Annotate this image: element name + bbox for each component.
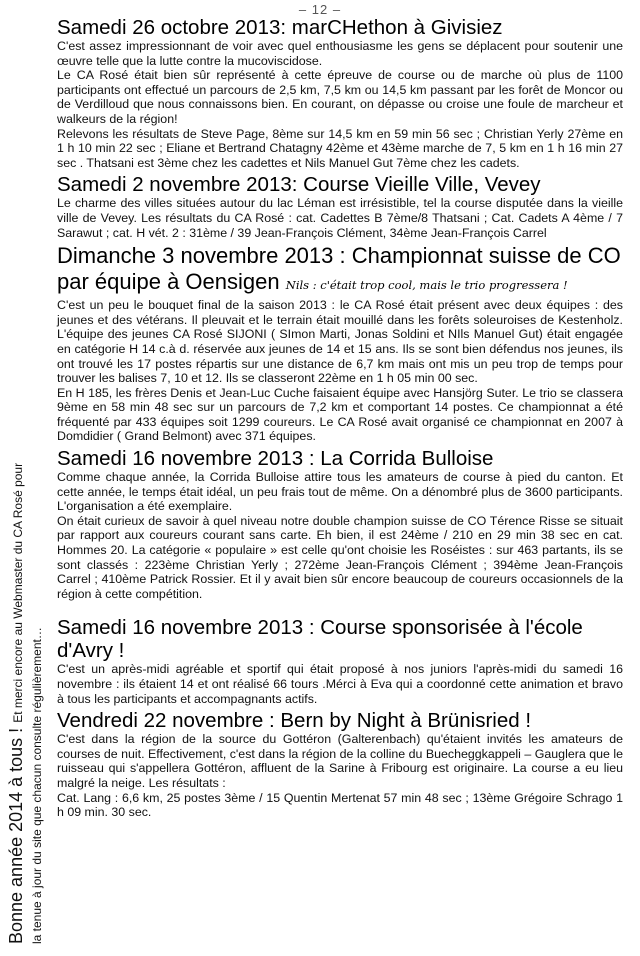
section-avry: [57, 616, 623, 706]
section-paragraph: Comme chaque année, la Corrida Bulloise attire tous les amateurs de course à pied du canton. Et cette année, le temps était idéal, un peu frais tout de même. On a dénombré plus de 3600 participants. L'organisation a été exemplaire.: [57, 470, 623, 514]
section-title: Samedi 2 novembre 2013: Course Vieille Ville, Vevey: [57, 173, 541, 197]
section-paragraph: Relevons les résultats de Steve Page, 8ème sur 14,5 km en 59 min 56 sec ; Christian Yerly 27ème en 1 h 10 min 22 sec ; Eliane et Bertrand Chatagny 42ème et 43ème marche de 7, 5 km en 1 h 16 min 27 sec . Thatsani est 3ème chez les cadettes et Nils Manuel Gut 7ème chez les cadets.: [57, 126, 623, 170]
section-title: Samedi 26 octobre 2013: marCHethon à Givisiez: [57, 16, 503, 39]
section-corrida-bulloise: [57, 447, 623, 601]
sidebar-headline: Bonne année 2014 à tous ! Et merci encore au Webmaster du CA Rosé pour: [6, 462, 26, 944]
section-paragraph: En H 185, les frères Denis et Jean-Luc Cuche faisaient équipe avec Hansjörg Suter. Le trio se classera 9ème en 58 min 48 sec sur un parcours de 7,2 km et comportant 14 postes. Ce championnat a été fréquenté par 433 équipes soit 1299 coureurs. Le CA Rosé avait organisé ce championnat en 2007 à Domdidier ( Grand Belmont) avec 371 équipes.: [57, 385, 623, 444]
section-title: Samedi 16 novembre 2013 : Course sponsorisée à l'école d'Avry !: [57, 616, 583, 663]
section-paragraph: C'est dans la région de la source du Gottéron (Galterenbach) qu'étaient invités les amateurs de courses de nuit. Effectivement, c'est dans la région de la colline du Buecheggkappeli – Gauglera que le ruisseau qui s'appellera Gottéron, affluent de la Sarine à Fribourg est originaire. La course a eu lieu malgré la neige. Les résultats :: [57, 732, 623, 790]
sidebar-greeting: [6, 44, 46, 944]
section-marchethon: [57, 16, 623, 170]
section-title: Samedi 16 novembre 2013 : La Corrida Bulloise: [57, 447, 494, 471]
section-championnat-co: [57, 243, 623, 444]
section-vevey: [57, 173, 623, 240]
section-title: Dimanche 3 novembre 2013 : Championnat suisse de CO par équipe à Oensigen Nils : c'était trop cool, mais le trio progressera !: [57, 243, 621, 295]
section-paragraph: Le charme des villes situées autour du lac Léman est irrésistible, tel la course disputée dans la vieille ville de Vevey. Les résultats du CA Rosé : cat. Cadettes B 7ème/8 Thatsani ; Cat. Cadets A 4ème / 7 Sarawut ; cat. H vét. 2 : 31ème / 39 Jean-François Clément, 34ème Jean-François Carrel: [57, 196, 623, 240]
section-paragraph: Le CA Rosé était bien sûr représenté à cette épreuve de course ou de marche où plus de 1100 participants ont effectué un parcours de 2,5 km, 7,5 km ou 14,5 km passant par les forêt de Moncor ou de Verdilloud que nous connaissons bien. En courant, on dépasse ou croise une foule de marcheur et walkeurs de la région!: [57, 68, 623, 126]
section-paragraph: C'est assez impressionnant de voir avec quel enthousiasme les gens se déplacent pour soutenir une œuvre telle que la lutte contre la mucoviscidose.: [57, 39, 623, 68]
page-number: – 12 –: [298, 2, 342, 17]
section-paragraph: C'est un après-midi agréable et sportif qui était proposé à nos juniors l'après-midi du samedi 16 novembre : ils étaient 14 et ont réalisé 66 tours .Mérci à Eva qui a coordonné cette animation et bravo à tous les participants et accompagnants actifs.: [57, 662, 623, 706]
section-paragraph: Cat. Lang : 6,6 km, 25 postes 3ème / 15 Quentin Mertenat 57 min 48 sec ; 13ème Grégoire Schrago 1 h 09 min. 30 sec.: [57, 790, 623, 820]
newsletter-body: [57, 16, 623, 823]
section-paragraph: On était curieux de savoir à quel niveau notre double champion suisse de CO Térence Risse se situait par rapport aux coureurs courant sans carte. Eh bien, il est 24ème / 210 en 29 min 38 sec en cat. Hommes 20. La catégorie « populaire » est celle qu'ont choisie les Roséistes : sur 463 partants, ils se sont classés : 223ème Christian Yerly ; 272ème Jean-François Clément ; 394ème Jean-François Carrel ; 410ème Patrick Rossier. Et il y avait bien sûr encore beaucoup de coureurs occasionnels de la région à cette compétition.: [57, 513, 623, 601]
section-bern-by-night: [57, 709, 623, 820]
section-title: Vendredi 22 novembre : Bern by Night à Brünisried !: [57, 709, 532, 733]
section-paragraph: C'est un peu le bouquet final de la saison 2013 : le CA Rosé était présent avec deux équipes : des jeunes et des vétérans. Il pleuvait et le terrain était mouillé dans les forêts soleuroises de Kestenholz. L'équipe des jeunes CA Rosé SIJONI ( SImon Marti, Jonas Soldini et NIls Manuel Gut) était engagée en catégorie H 14 c.à d. réservée aux jeunes de 14 et 15 ans. Ils se sont bien défendus nos jeunes, ils ont trouvé les 17 postes répartis sur une distance de 6,7 km mais ont mis un peu trop de temps pour trouver les balises 7, 10 et 12. Ils se classeront 22ème en 1 h 05 min 00 sec.: [57, 298, 623, 386]
sidebar-line2: la tenue à jour du site que chacun consulte régulièrement…: [30, 627, 44, 944]
handwritten-note: Nils : c'était trop cool, mais le trio progressera !: [285, 278, 568, 293]
